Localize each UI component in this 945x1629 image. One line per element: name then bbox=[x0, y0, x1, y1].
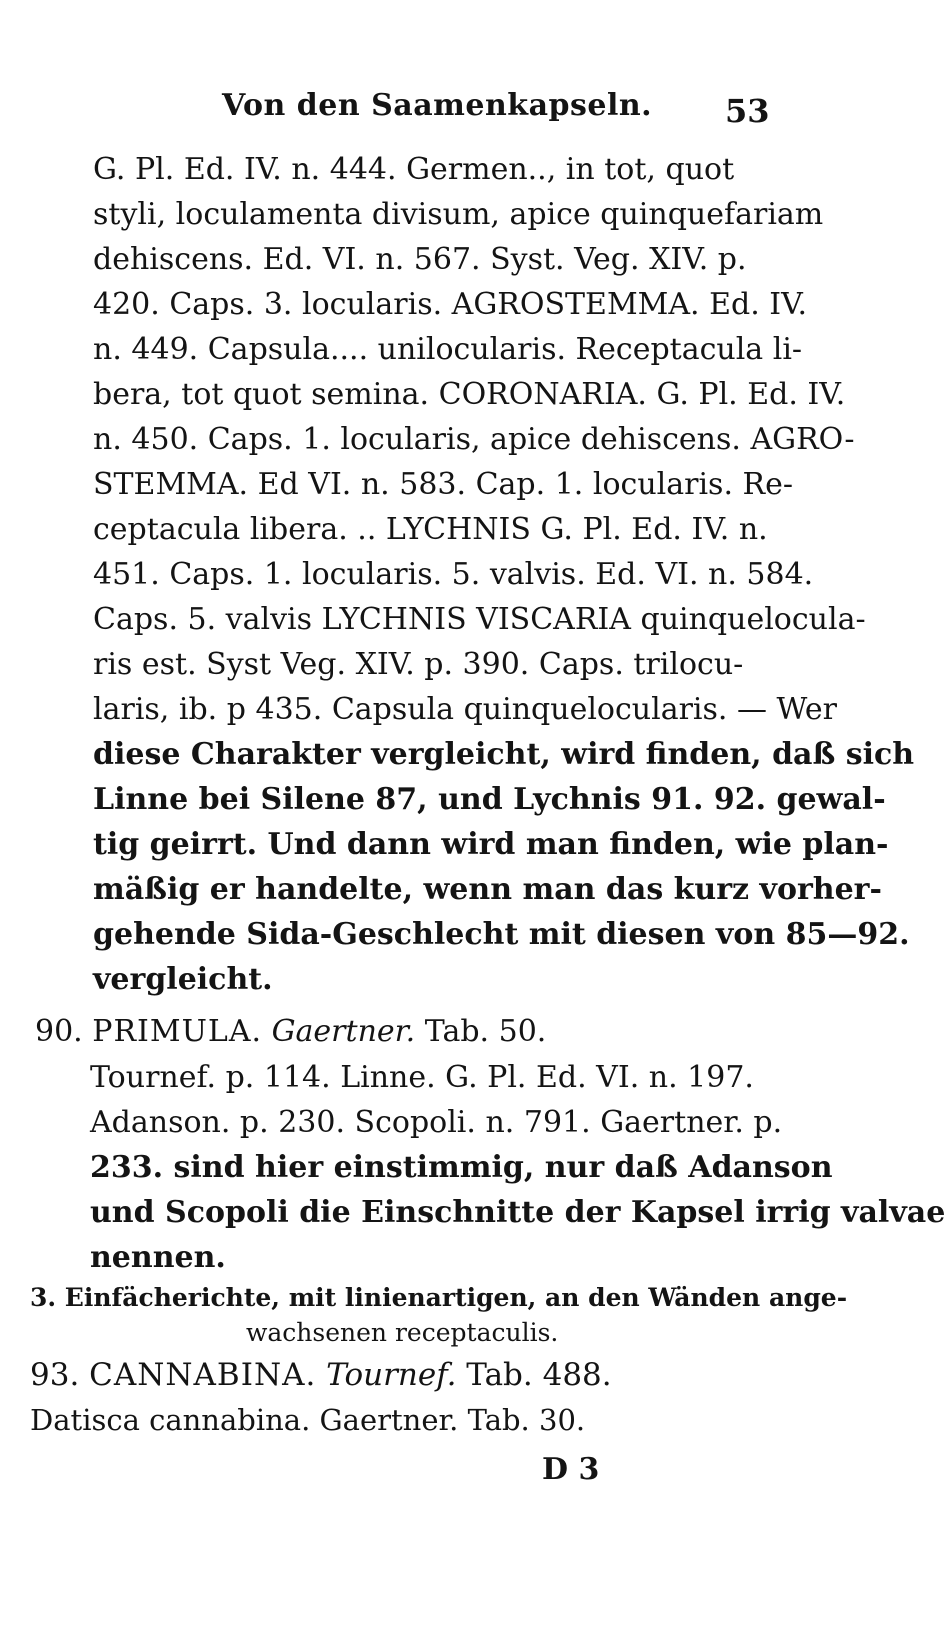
header-title: Von den Saamenkapseln. bbox=[222, 88, 653, 123]
text-line: ris est. Syst Veg. XIV. p. 390. Caps. trilocu- bbox=[93, 647, 744, 682]
text-line: STEMMA. Ed VI. n. 583. Cap. 1. locularis. Re- bbox=[93, 467, 794, 502]
entry-genus: PRIMULA. bbox=[92, 1014, 263, 1049]
entry-author: Tournef. bbox=[326, 1357, 457, 1393]
entry-heading bbox=[30, 1355, 612, 1395]
text-line: n. 450. Caps. 1. locularis, apice dehiscens. AGRO- bbox=[93, 422, 855, 457]
entry-author: Gaertner. bbox=[271, 1014, 416, 1049]
text-line: G. Pl. Ed. IV. n. 444. Germen.., in tot, quot bbox=[93, 152, 735, 187]
entry-number: 90. bbox=[35, 1014, 83, 1049]
entry-tab: Tab. 50. bbox=[424, 1014, 547, 1049]
entry-number: 93. bbox=[30, 1357, 80, 1393]
text-line: 451. Caps. 1. locularis. 5. valvis. Ed. VI. n. 584. bbox=[93, 557, 814, 592]
text-line: n. 449. Capsula.... unilocularis. Receptacula li- bbox=[93, 332, 803, 367]
text-line: gehende Sida-Geschlecht mit diesen von 85—92. bbox=[93, 917, 910, 952]
text-line: Adanson. p. 230. Scopoli. n. 791. Gaertner. p. bbox=[90, 1105, 783, 1140]
entry-heading bbox=[35, 1012, 546, 1052]
text-line: und Scopoli die Einschnitte der Kapsel irrig valvae bbox=[90, 1195, 945, 1230]
text-line: Datisca cannabina. Gaertner. Tab. 30. bbox=[30, 1403, 586, 1437]
text-line: tig geirrt. Und dann wird man finden, wie plan- bbox=[93, 827, 889, 862]
entry-genus: CANNABINA. bbox=[89, 1357, 317, 1393]
signature-mark: D 3 bbox=[542, 1452, 600, 1487]
text-line: mäßig er handelte, wenn man das kurz vorher- bbox=[93, 872, 882, 907]
text-line: bera, tot quot semina. CORONARIA. G. Pl. Ed. IV. bbox=[93, 377, 846, 412]
text-line: 233. sind hier einstimmig, nur daß Adanson bbox=[90, 1150, 833, 1185]
running-header bbox=[0, 82, 830, 132]
section-subheading-cont: wachsenen receptaculis. bbox=[246, 1318, 559, 1347]
text-line: Tournef. p. 114. Linne. G. Pl. Ed. VI. n. 197. bbox=[90, 1060, 754, 1095]
text-line: 420. Caps. 3. locularis. AGROSTEMMA. Ed. IV. bbox=[93, 287, 808, 322]
text-line: Linne bei Silene 87, und Lychnis 91. 92. gewal- bbox=[93, 782, 886, 817]
text-line: ceptacula libera. .. LYCHNIS G. Pl. Ed. IV. n. bbox=[93, 512, 768, 547]
text-line: diese Charakter vergleicht, wird finden, daß sich bbox=[93, 737, 915, 772]
text-line: dehiscens. Ed. VI. n. 567. Syst. Veg. XIV. p. bbox=[93, 242, 747, 277]
text-line: vergleicht. bbox=[93, 962, 273, 997]
page-number: 53 bbox=[725, 92, 770, 130]
section-subheading: 3. Einfächerichte, mit linienartigen, an den Wänden ange- bbox=[30, 1283, 848, 1312]
entry-tab: Tab. 488. bbox=[466, 1357, 612, 1393]
text-line: styli, loculamenta divisum, apice quinquefariam bbox=[93, 197, 824, 232]
text-line: nennen. bbox=[90, 1240, 226, 1275]
text-line: Caps. 5. valvis LYCHNIS VISCARIA quinqueloculа- bbox=[93, 602, 866, 637]
text-line: laris, ib. p 435. Capsula quinquelocularis. — Wer bbox=[93, 692, 838, 727]
